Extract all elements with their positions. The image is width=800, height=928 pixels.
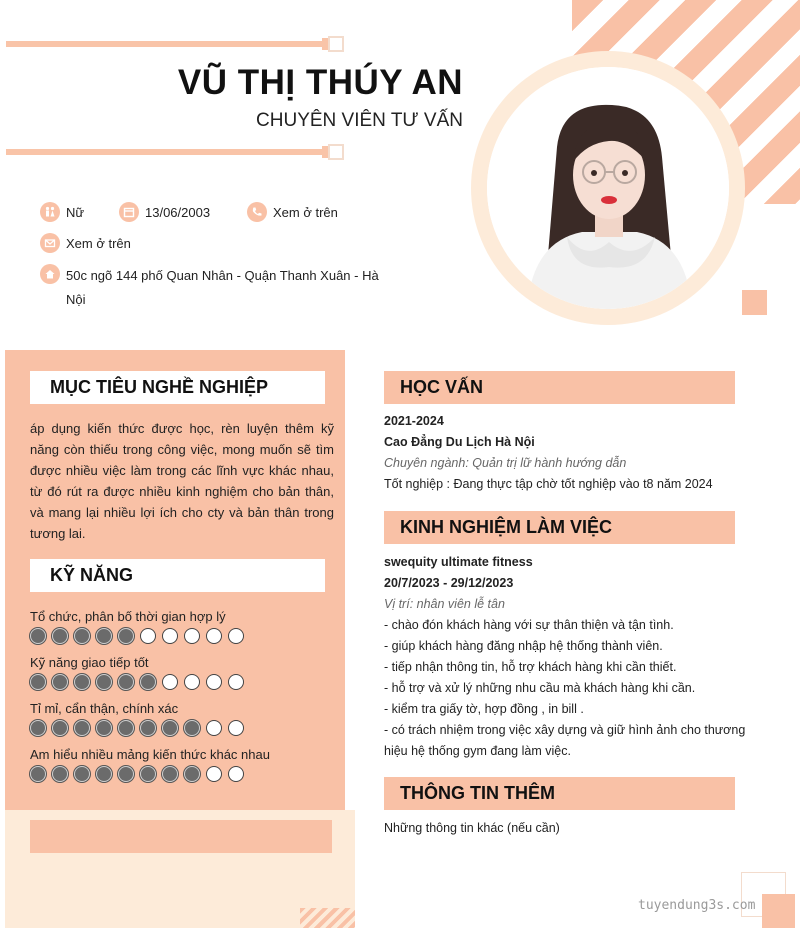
skill-item (30, 655, 330, 690)
rating-dot-empty (184, 674, 200, 690)
skill-name: Tỉ mỉ, cẩn thận, chính xác (30, 701, 179, 716)
rating-dot-filled (74, 674, 90, 690)
rating-dot-empty (162, 674, 178, 690)
phone-icon (247, 202, 267, 222)
rating-dot-filled (74, 628, 90, 644)
rating-dot-empty (206, 628, 222, 644)
rating-dot-filled (184, 720, 200, 736)
rating-dot-filled (140, 766, 156, 782)
experience-body (384, 552, 784, 762)
rating-dot-empty (184, 628, 200, 644)
experience-duty: - kiểm tra giấy tờ, hợp đồng , in bill . (384, 702, 584, 716)
email-icon (40, 233, 60, 253)
home-icon (40, 264, 60, 284)
experience-duty: - giúp khách hàng đăng nhập hệ thống thành viên. (384, 639, 663, 653)
rating-dot-filled (162, 720, 178, 736)
corner-square-fill (762, 894, 795, 928)
experience-position: Vị trí: nhân viên lễ tân (384, 597, 505, 611)
header-line-bottom (6, 149, 330, 155)
info-phone (247, 202, 338, 222)
rating-dot-filled (52, 674, 68, 690)
rating-dot-filled (74, 766, 90, 782)
objective-title: MỤC TIÊU NGHỀ NGHIỆP (30, 371, 325, 404)
experience-company: swequity ultimate fitness (384, 555, 533, 569)
rating-dot-empty (206, 720, 222, 736)
skill-name: Am hiểu nhiều mảng kiến thức khác nhau (30, 747, 270, 762)
skill-rating (30, 674, 330, 690)
rating-dot-filled (52, 720, 68, 736)
rating-dot-filled (162, 766, 178, 782)
skills-title: KỸ NĂNG (30, 559, 325, 592)
rating-dot-filled (96, 628, 112, 644)
gender-value: Nữ (66, 204, 85, 220)
left-footer-stripes (300, 908, 355, 928)
experience-duty: - có trách nhiệm trong việc xây dựng và giữ hình ảnh cho thương (384, 723, 746, 737)
skill-rating (30, 720, 330, 736)
skill-item (30, 609, 330, 644)
header-line-top (6, 41, 330, 47)
accent-square (742, 290, 767, 315)
rating-dot-filled (52, 766, 68, 782)
address-line-2: Nội (66, 292, 86, 307)
education-status: Tốt nghiệp : Đang thực tập chờ tốt nghiệp vào t8 năm 2024 (384, 477, 713, 491)
rating-dot-filled (184, 766, 200, 782)
profile-photo (487, 67, 729, 309)
info-email (40, 233, 131, 253)
rating-dot-filled (30, 766, 46, 782)
skill-item (30, 701, 330, 736)
rating-dot-filled (74, 720, 90, 736)
rating-dot-empty (228, 674, 244, 690)
experience-period: 20/7/2023 - 29/12/2023 (384, 576, 514, 590)
rating-dot-empty (228, 628, 244, 644)
rating-dot-empty (206, 766, 222, 782)
education-years: 2021-2024 (384, 414, 444, 428)
rating-dot-empty (228, 766, 244, 782)
experience-duty: - hỗ trợ và xử lý những nhu cầu mà khách hàng khi cần. (384, 681, 696, 695)
info-birthday (119, 202, 210, 222)
skill-name: Tổ chức, phân bố thời gian hợp lý (30, 609, 226, 624)
rating-dot-filled (96, 674, 112, 690)
rating-dot-empty (140, 628, 156, 644)
gender-icon (40, 202, 60, 222)
watermark: tuyendung3s.com (638, 898, 756, 913)
rating-dot-filled (140, 720, 156, 736)
extra-text: Những thông tin khác (nếu cần) (384, 821, 560, 835)
rating-dot-empty (206, 674, 222, 690)
email-value: Xem ở trên (66, 235, 131, 251)
experience-duty: - chào đón khách hàng với sự thân thiện và tận tình. (384, 618, 674, 632)
rating-dot-empty (228, 720, 244, 736)
rating-dot-filled (30, 720, 46, 736)
header-square-bottom (328, 144, 344, 160)
rating-dot-filled (118, 766, 134, 782)
header-square-top (328, 36, 344, 52)
birthday-value: 13/06/2003 (145, 204, 211, 220)
candidate-role: CHUYÊN VIÊN TƯ VẤN (256, 110, 463, 131)
calendar-icon (119, 202, 139, 222)
rating-dot-filled (30, 628, 46, 644)
experience-duty: - tiếp nhận thông tin, hỗ trợ khách hàng khi cần thiết. (384, 660, 677, 674)
skills-list (30, 609, 330, 793)
skill-item (30, 747, 330, 782)
experience-duty: hiệu hệ thống gym đang làm việc. (384, 744, 571, 758)
rating-dot-filled (118, 674, 134, 690)
candidate-name: VŨ THỊ THÚY AN (177, 63, 463, 102)
education-major: Chuyên ngành: Quản trị lữ hành hướng dẫn (384, 456, 627, 470)
skill-name: Kỹ năng giao tiếp tốt (30, 655, 149, 670)
address-line-1: 50c ngõ 144 phố Quan Nhân - Quận Thanh Xuân - Hà (66, 268, 379, 283)
rating-dot-empty (162, 628, 178, 644)
rating-dot-filled (30, 674, 46, 690)
phone-value: Xem ở trên (273, 204, 338, 220)
rating-dot-filled (96, 766, 112, 782)
extra-title: THÔNG TIN THÊM (384, 777, 735, 810)
experience-title: KINH NGHIỆM LÀM VIỆC (384, 511, 735, 544)
objective-text: áp dụng kiến thức được học, rèn luyện thêm kỹ năng còn thiếu trong công việc, mong muốn sẽ tìm được nhiều việc làm trong các lĩnh vực khác nhau, từ đó rút ra được nhiều kinh nghiệm cho bản thân, và mang lại nhiều lợi ích cho cty và bản thân trong tương lai. (30, 421, 334, 541)
skill-rating (30, 628, 330, 644)
stripe-mask (735, 204, 800, 264)
rating-dot-filled (118, 628, 134, 644)
left-footer-box (30, 820, 332, 853)
info-address (40, 264, 379, 312)
rating-dot-filled (52, 628, 68, 644)
info-gender (40, 202, 84, 222)
rating-dot-filled (96, 720, 112, 736)
education-title: HỌC VẤN (384, 371, 735, 404)
rating-dot-filled (118, 720, 134, 736)
education-body (384, 411, 784, 495)
rating-dot-filled (140, 674, 156, 690)
education-school: Cao Đẳng Du Lịch Hà Nội (384, 435, 535, 449)
skill-rating (30, 766, 330, 782)
